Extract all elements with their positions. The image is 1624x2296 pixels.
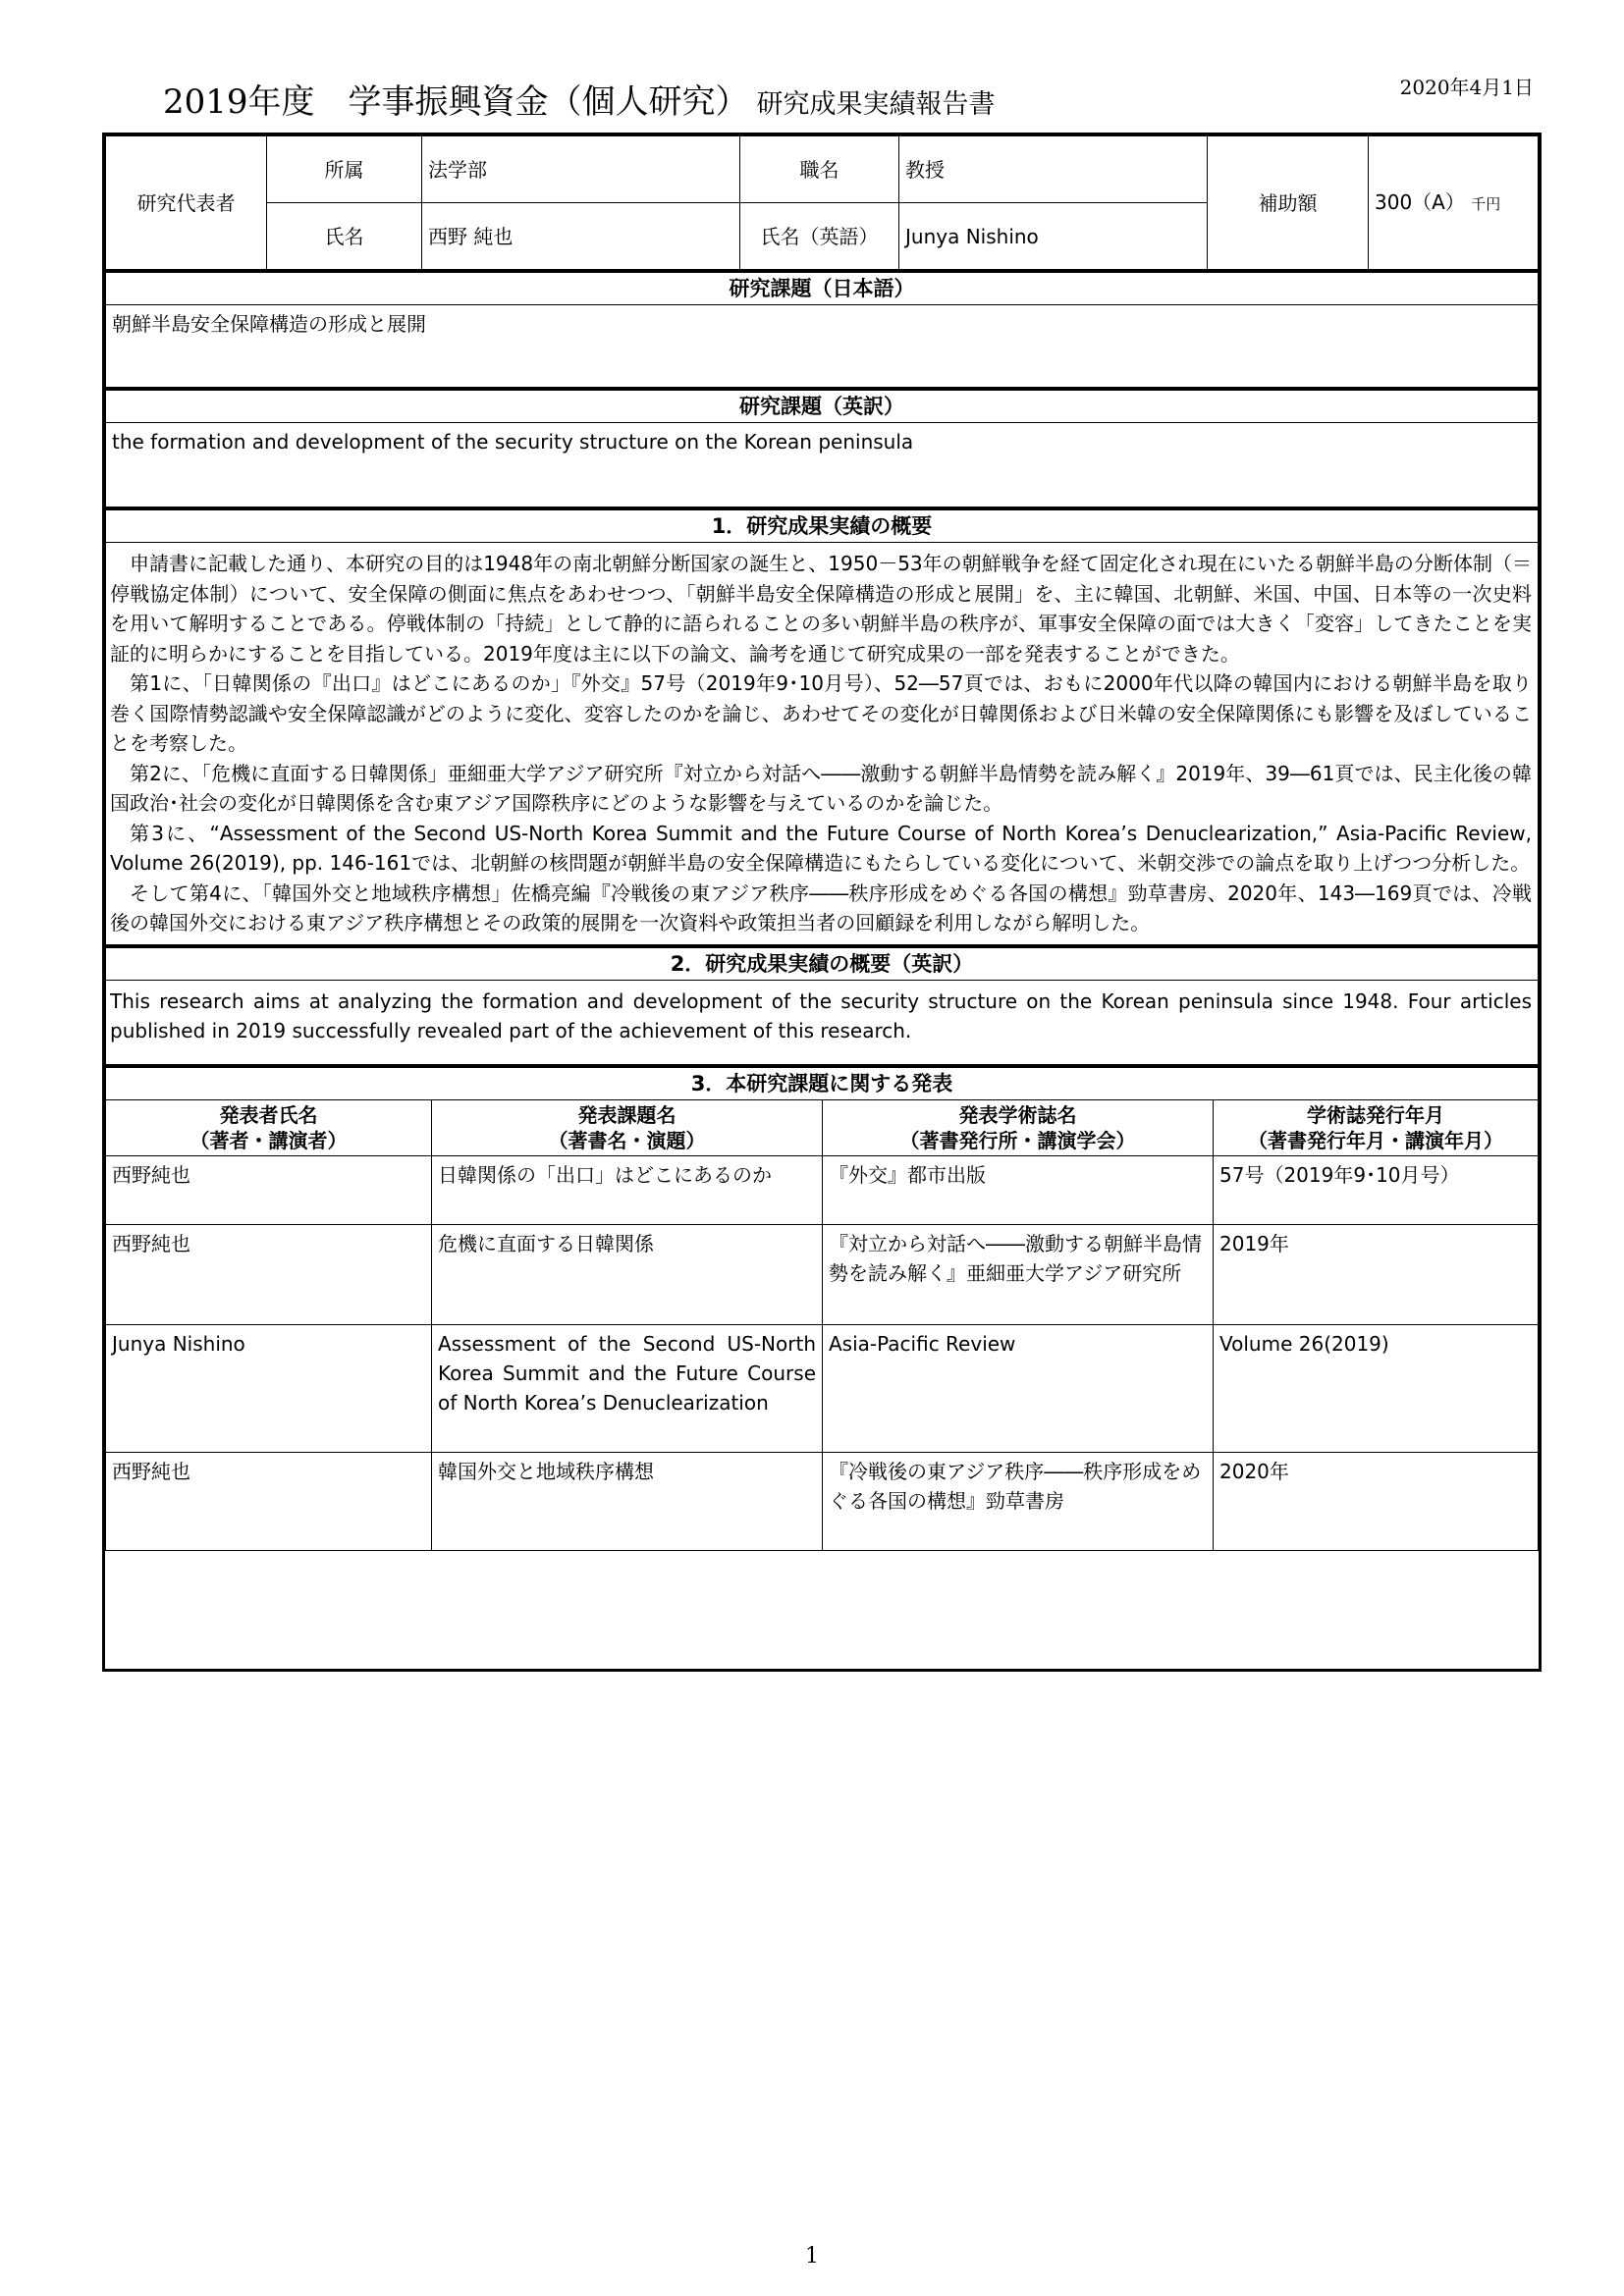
column-header-author: 発表者氏名 （著者・講演者）: [106, 1099, 432, 1155]
table-row: [106, 1224, 1539, 1324]
topic-ja-heading: 研究課題（日本語）: [106, 272, 1539, 305]
summary-en-text: This research aims at analyzing the formation and development of the security structure on the Korean peninsula since 1948. Four articles published in 2019 successfully revealed part of the achievement of this research.: [106, 980, 1539, 1064]
affiliation-label: 所属: [267, 136, 422, 203]
row-title: 日韓関係の「出口」はどこにあるのか: [432, 1155, 823, 1224]
summary-ja-section: [105, 507, 1539, 945]
publications-section: [105, 1065, 1539, 1551]
grant-label: 補助額: [1208, 136, 1369, 270]
name-label: 氏名: [267, 203, 422, 270]
column-header-venue: 発表学術誌名 （著書発行所・講演学会）: [823, 1099, 1214, 1155]
summary-en-section: [105, 945, 1539, 1065]
row-date: Volume 26(2019): [1214, 1324, 1539, 1452]
table-row: [106, 1155, 1539, 1224]
publications-header-row: [106, 1099, 1539, 1155]
topic-ja-text: 朝鮮半島安全保障構造の形成と展開: [106, 305, 1539, 388]
row-venue: 『対立から対話へ――激動する朝鮮半島情勢を読み解く』亜細亜大学アジア研究所: [823, 1224, 1214, 1324]
document-title: [163, 82, 996, 125]
topic-en-heading: 研究課題（英訳）: [106, 390, 1539, 423]
topic-ja-section: [105, 270, 1539, 388]
column-header-title: 発表課題名 （著書名・演題）: [432, 1099, 823, 1155]
affiliation-value: 法学部: [422, 136, 740, 203]
page-header: [102, 63, 1542, 132]
grant-unit: 千円: [1471, 194, 1501, 213]
summary-ja-paragraph-5: そして第4に、「韓国外交と地域秩序構想」佐橋亮編『冷戦後の東アジア秩序――秩序形成をめぐる各国の構想』勁草書房、2020年、143―169頁では、冷戦後の韓国外交における東アジア秩序構想とその政策的展開を一次資料や政策担当者の回顧録を利用しながら解明した。: [110, 881, 1532, 934]
row-date: 2019年: [1214, 1224, 1539, 1324]
representative-table: [105, 135, 1539, 270]
title-sub: 研究成果実績報告書: [756, 89, 996, 120]
report-date: 2020年4月1日: [1399, 76, 1534, 99]
publications-heading: 3．本研究課題に関する発表: [106, 1066, 1539, 1099]
column-header-date: 学術誌発行年月 （著書発行年月・講演年月）: [1214, 1099, 1539, 1155]
position-value: 教授: [899, 136, 1208, 203]
row-title: 危機に直面する日韓関係: [432, 1224, 823, 1324]
grant-amount: 300（A）: [1375, 189, 1465, 214]
summary-ja-paragraph-4: 第3に、“Assessment of the Second US-North Korea Summit and the Future Course of North Korea’s Denuclearization,” Asia-Pacific Review, Volume 26(2019), pp. 146-161では、北朝鮮の核問題が朝鮮半島の安全保障構造にもたらしている変化について、米朝交渉での論点を取り上げつつ分析した。: [110, 821, 1532, 875]
row-venue: Asia-Pacific Review: [823, 1324, 1214, 1452]
row-author: 西野純也: [106, 1224, 432, 1324]
row-title: 韓国外交と地域秩序構想: [432, 1452, 823, 1550]
row-date: 57号（2019年9･10月号）: [1214, 1155, 1539, 1224]
title-main: 2019年度 学事振興資金（個人研究）: [163, 82, 749, 122]
position-label: 職名: [740, 136, 899, 203]
summary-ja-paragraph-1: 申請書に記載した通り、本研究の目的は1948年の南北朝鮮分断国家の誕生と、1950－53年の朝鮮戦争を経て固定化され現在にいたる朝鮮半島の分断体制（＝停戦協定体制）について、安全保障の側面に焦点をあわせつつ、「朝鮮半島安全保障構造の形成と展開」を、主に韓国、北朝鮮、米国、中国、日本等の一次史料を用いて解明することである。停戦体制の「持続」として静的に語られることの多い朝鮮半島の秩序が、軍事安全保障の面では大きく「変容」してきたことを実証的に明らかにすることを目指している。2019年度は主に以下の論文、論考を通じて研究成果の一部を発表することができた。: [110, 552, 1532, 666]
report-form: [102, 133, 1542, 1672]
page-number: 1: [805, 2244, 819, 2269]
summary-ja-body: [106, 543, 1539, 945]
row-author: 西野純也: [106, 1452, 432, 1550]
name-en-value: Junya Nishino: [899, 203, 1208, 270]
row-date: 2020年: [1214, 1452, 1539, 1550]
topic-en-text: the formation and development of the security structure on the Korean peninsula: [106, 423, 1539, 507]
row-author: 西野純也: [106, 1155, 432, 1224]
row-author: Junya Nishino: [106, 1324, 432, 1452]
row-title: Assessment of the Second US-North Korea Summit and the Future Course of North Korea’s Denuclearization: [432, 1324, 823, 1452]
topic-en-section: [105, 388, 1539, 507]
table-row: [106, 1452, 1539, 1550]
summary-ja-heading: 1．研究成果実績の概要: [106, 509, 1539, 543]
row-venue: 『冷戦後の東アジア秩序――秩序形成をめぐる各国の構想』勁草書房: [823, 1452, 1214, 1550]
summary-ja-paragraph-3: 第2に、「危機に直面する日韓関係」亜細亜大学アジア研究所『対立から対話へ――激動する朝鮮半島情勢を読み解く』2019年、39―61頁では、民主化後の韓国政治･社会の変化が日韓関係を含む東アジア国際秩序にどのような影響を与えているのかを論じた。: [110, 761, 1532, 815]
summary-en-heading: 2．研究成果実績の概要（英訳）: [106, 946, 1539, 980]
summary-ja-paragraph-2: 第1に、「日韓関係の『出口』はどこにあるのか」『外交』57号（2019年9･10月号）、52―57頁では、おもに2000年代以降の韓国内における朝鮮半島を取り巻く国際情勢認識や安全保障認識がどのように変化、変容したのかを論じ、あわせてその変化が日韓関係および日米韓の安全保障関係にも影響を及ぼしていることを考察した。: [110, 671, 1532, 755]
name-en-label: 氏名（英語）: [740, 203, 899, 270]
row-venue: 『外交』都市出版: [823, 1155, 1214, 1224]
table-row: [106, 1324, 1539, 1452]
representative-label: 研究代表者: [106, 136, 267, 270]
grant-cell: [1369, 136, 1539, 270]
name-value: 西野 純也: [422, 203, 740, 270]
